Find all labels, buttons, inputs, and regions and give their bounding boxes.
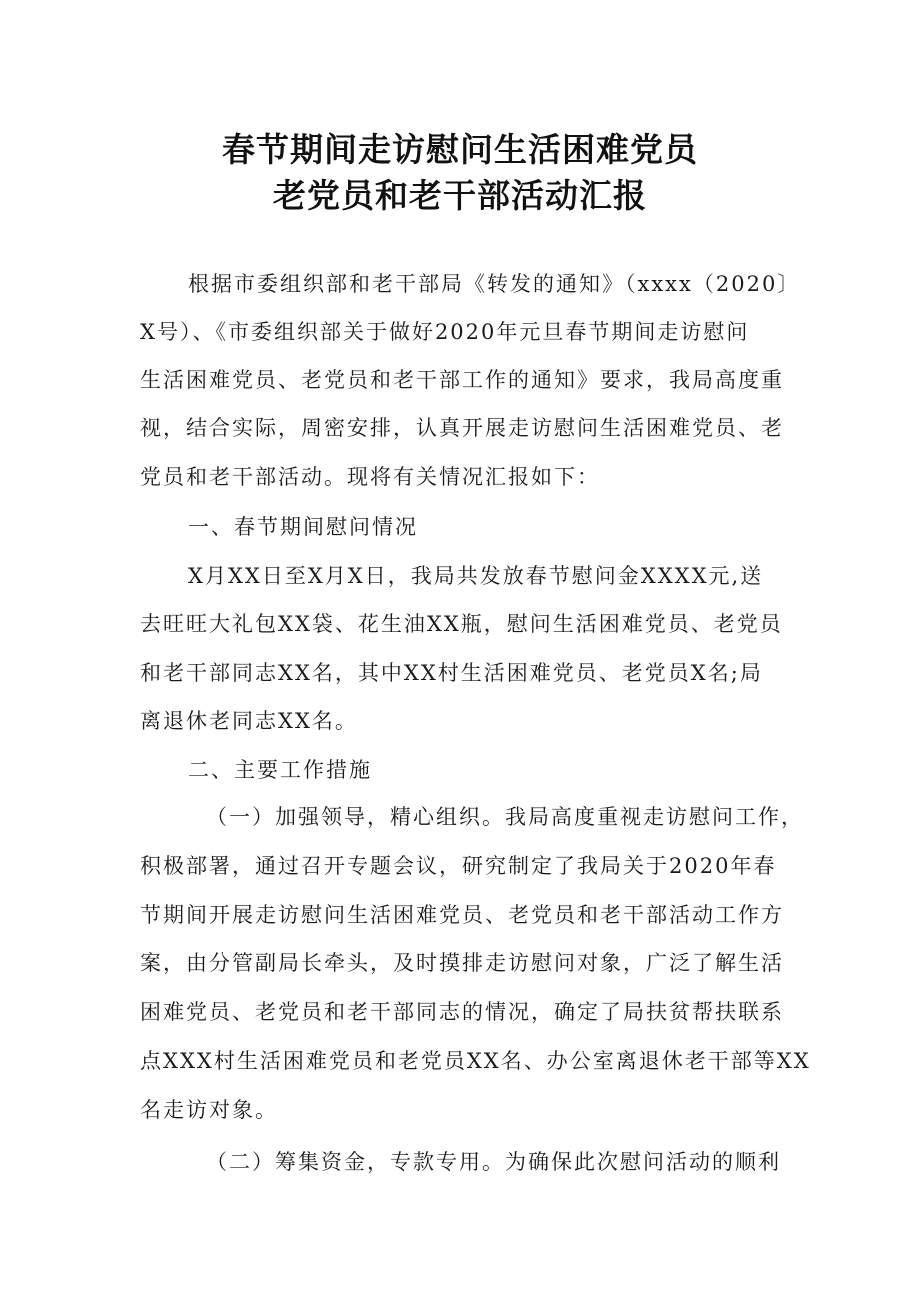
measure1-line: 名走访对象。	[140, 1098, 278, 1122]
section1-line: 离退休老同志XX名。	[140, 709, 358, 733]
section1-line: 去旺旺大礼包XX袋、花生油XX瓶，慰问生活困难党员、老党员	[140, 612, 783, 636]
measure2-line: （二）筹集资金，专款专用。为确保此次慰问活动的顺利	[206, 1150, 781, 1174]
section-heading-2: 二、主要工作措施	[188, 758, 372, 782]
measure1-line: 案，由分管副局长牵头，及时摸排走访慰问对象，广泛了解生活	[140, 951, 784, 975]
measure1-line: 困难党员、老党员和老干部同志的情况，确定了局扶贫帮扶联系	[140, 1000, 784, 1024]
section1-line: 和老干部同志XX名，其中XX村生活困难党员、老党员X名;局	[140, 661, 763, 685]
intro-line: 视，结合实际，周密安排，认真开展走访慰问生活困难党员、老	[140, 416, 784, 440]
document-title-line-1: 春节期间走访慰问生活困难党员	[222, 130, 698, 169]
intro-line: 生活困难党员、老党员和老干部工作的通知》要求，我局高度重	[140, 368, 784, 392]
document-title-line-2: 老党员和老干部活动汇报	[273, 176, 647, 215]
measure1-line: 点XXX村生活困难党员和老党员XX名、办公室离退休老干部等XX	[140, 1049, 811, 1073]
intro-line: 党员和老干部活动。现将有关情况汇报如下：	[140, 465, 600, 489]
measure1-line: （一）加强领导，精心组织。我局高度重视走访慰问工作，	[206, 805, 804, 829]
section-heading-1: 一、春节期间慰问情况	[188, 515, 418, 539]
intro-line: 根据市委组织部和老干部局《转发的通知》（xxxx（2020〕	[188, 272, 801, 296]
measure1-line: 积极部署，通过召开专题会议，研究制定了我局关于2020年春	[140, 854, 777, 878]
section1-line: X月XX日至X月X日，我局共发放春节慰问金XXXX元,送	[188, 564, 764, 588]
measure1-line: 节期间开展走访慰问生活困难党员、老党员和老干部活动工作方	[140, 903, 784, 927]
intro-line: X号）、《市委组织部关于做好2020年元旦春节期间走访慰问	[140, 320, 750, 344]
